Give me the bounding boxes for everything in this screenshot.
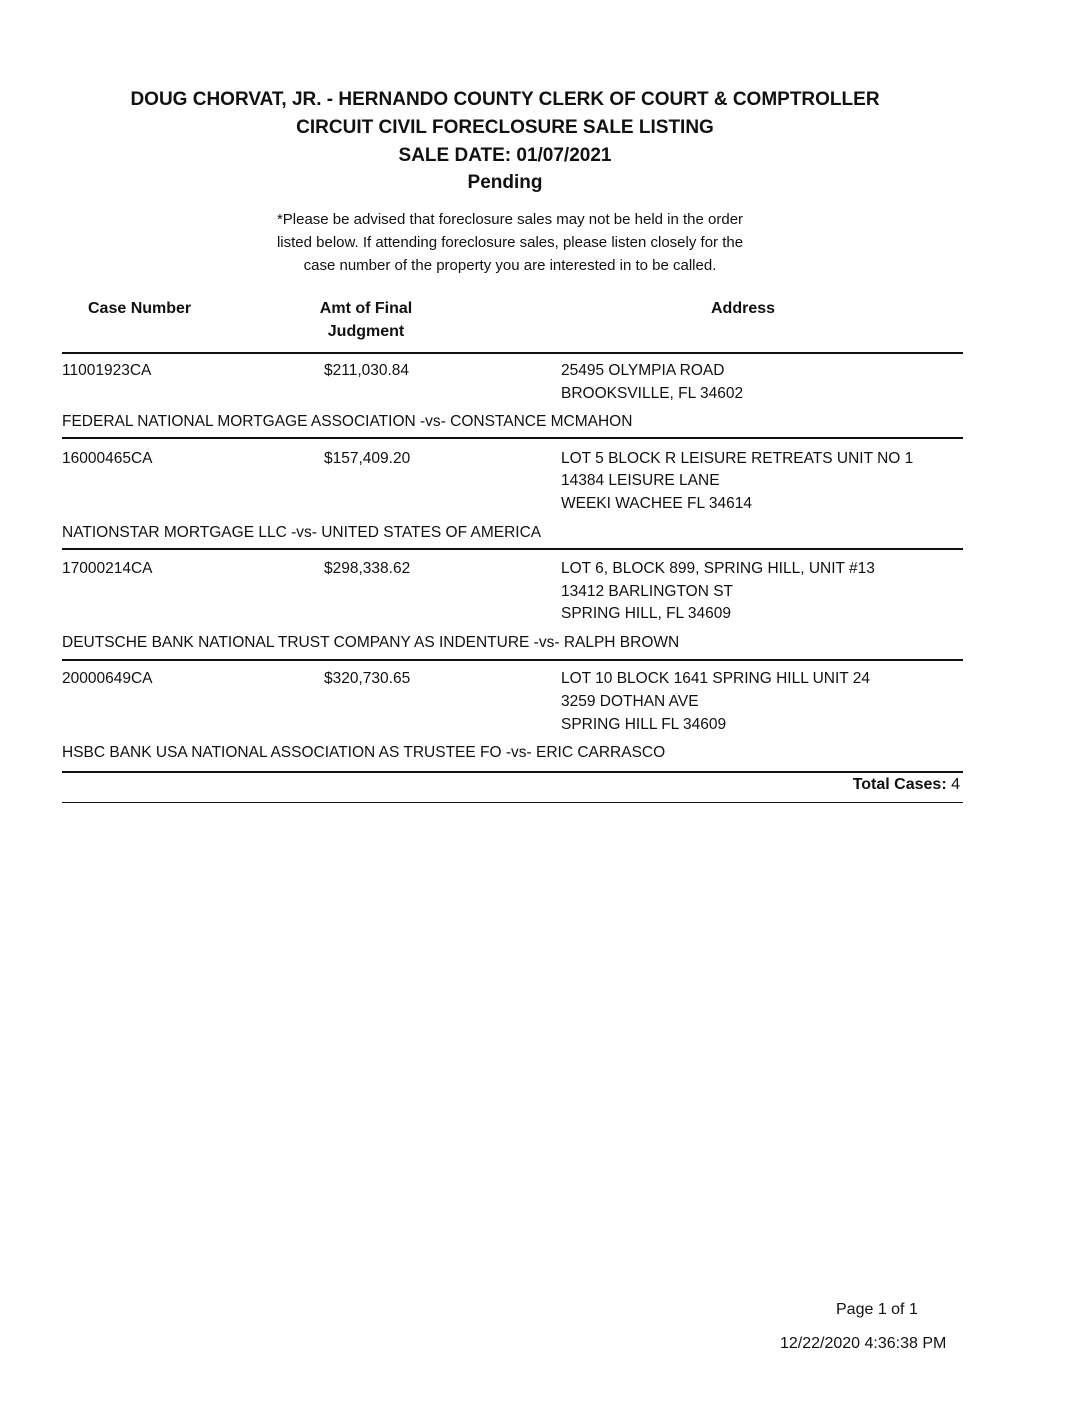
notice [200, 208, 820, 277]
sale-date: SALE DATE: 01/07/2021 [398, 145, 612, 166]
address-line: LOT 5 BLOCK R LEISURE RETREATS UNIT NO 1 [561, 450, 914, 467]
case-parties: FEDERAL NATIONAL MORTGAGE ASSOCIATION -vs- CONSTANCE MCMAHON [62, 413, 633, 430]
case-number: 17000214CA [62, 560, 153, 577]
notice-line: listed below. If attending foreclosure sales, please listen closely for the [276, 234, 744, 251]
address-line: 13412 BARLINGTON ST [561, 583, 734, 600]
judgment-amount: $298,338.62 [324, 560, 411, 577]
judgment-amount: $320,730.65 [324, 670, 411, 687]
case-parties: HSBC BANK USA NATIONAL ASSOCIATION AS TRUSTEE FO -vs- ERIC CARRASCO [62, 744, 666, 761]
case-number: 20000649CA [62, 670, 153, 687]
report-subtitle: CIRCUIT CIVIL FORECLOSURE SALE LISTING [296, 117, 714, 138]
case-divider [62, 437, 963, 439]
address-line: 14384 LEISURE LANE [561, 472, 720, 489]
case-divider [62, 771, 963, 773]
report-title: DOUG CHORVAT, JR. - HERNANDO COUNTY CLERK OF COURT & COMPTROLLER [130, 89, 880, 110]
address-line: WEEKI WACHEE FL 34614 [561, 495, 752, 512]
case-number: 11001923CA [62, 362, 152, 379]
total-cases-label: Total Cases: [852, 776, 947, 793]
col-header-amount-line: Amt of Final [319, 300, 413, 317]
total-divider [62, 802, 963, 803]
notice-line: case number of the property you are interested in to be called. [303, 257, 717, 274]
address-line: BROOKSVILLE, FL 34602 [561, 385, 744, 402]
address-line: 3259 DOTHAN AVE [561, 693, 699, 710]
case-number: 16000465CA [62, 450, 153, 467]
total-cases [853, 776, 960, 794]
address-line: LOT 10 BLOCK 1641 SPRING HILL UNIT 24 [561, 670, 870, 687]
address-line: LOT 6, BLOCK 899, SPRING HILL, UNIT #13 [561, 560, 875, 577]
address-line: 25495 OLYMPIA ROAD [561, 362, 725, 379]
address-line: SPRING HILL FL 34609 [561, 716, 727, 733]
print-timestamp: 12/22/2020 4:36:38 PM [780, 1335, 947, 1352]
status-label: Pending [467, 172, 543, 193]
total-cases-value: 4 [951, 776, 960, 793]
col-header-case-number: Case Number [88, 300, 192, 317]
address-line: SPRING HILL, FL 34609 [561, 605, 732, 622]
case-divider [62, 548, 963, 550]
judgment-amount: $211,030.84 [324, 362, 410, 379]
col-header-amount [316, 297, 416, 343]
case-parties: DEUTSCHE BANK NATIONAL TRUST COMPANY AS INDENTURE -vs- RALPH BROWN [62, 634, 680, 651]
col-header-amount-line: Judgment [327, 323, 405, 340]
case-divider [62, 659, 963, 661]
page-number: Page 1 of 1 [836, 1301, 918, 1318]
case-parties: NATIONSTAR MORTGAGE LLC -vs- UNITED STATES OF AMERICA [62, 524, 542, 541]
judgment-amount: $157,409.20 [324, 450, 411, 467]
header-divider [62, 352, 963, 354]
col-header-address: Address [711, 300, 776, 317]
notice-line: *Please be advised that foreclosure sales may not be held in the order [276, 211, 744, 228]
